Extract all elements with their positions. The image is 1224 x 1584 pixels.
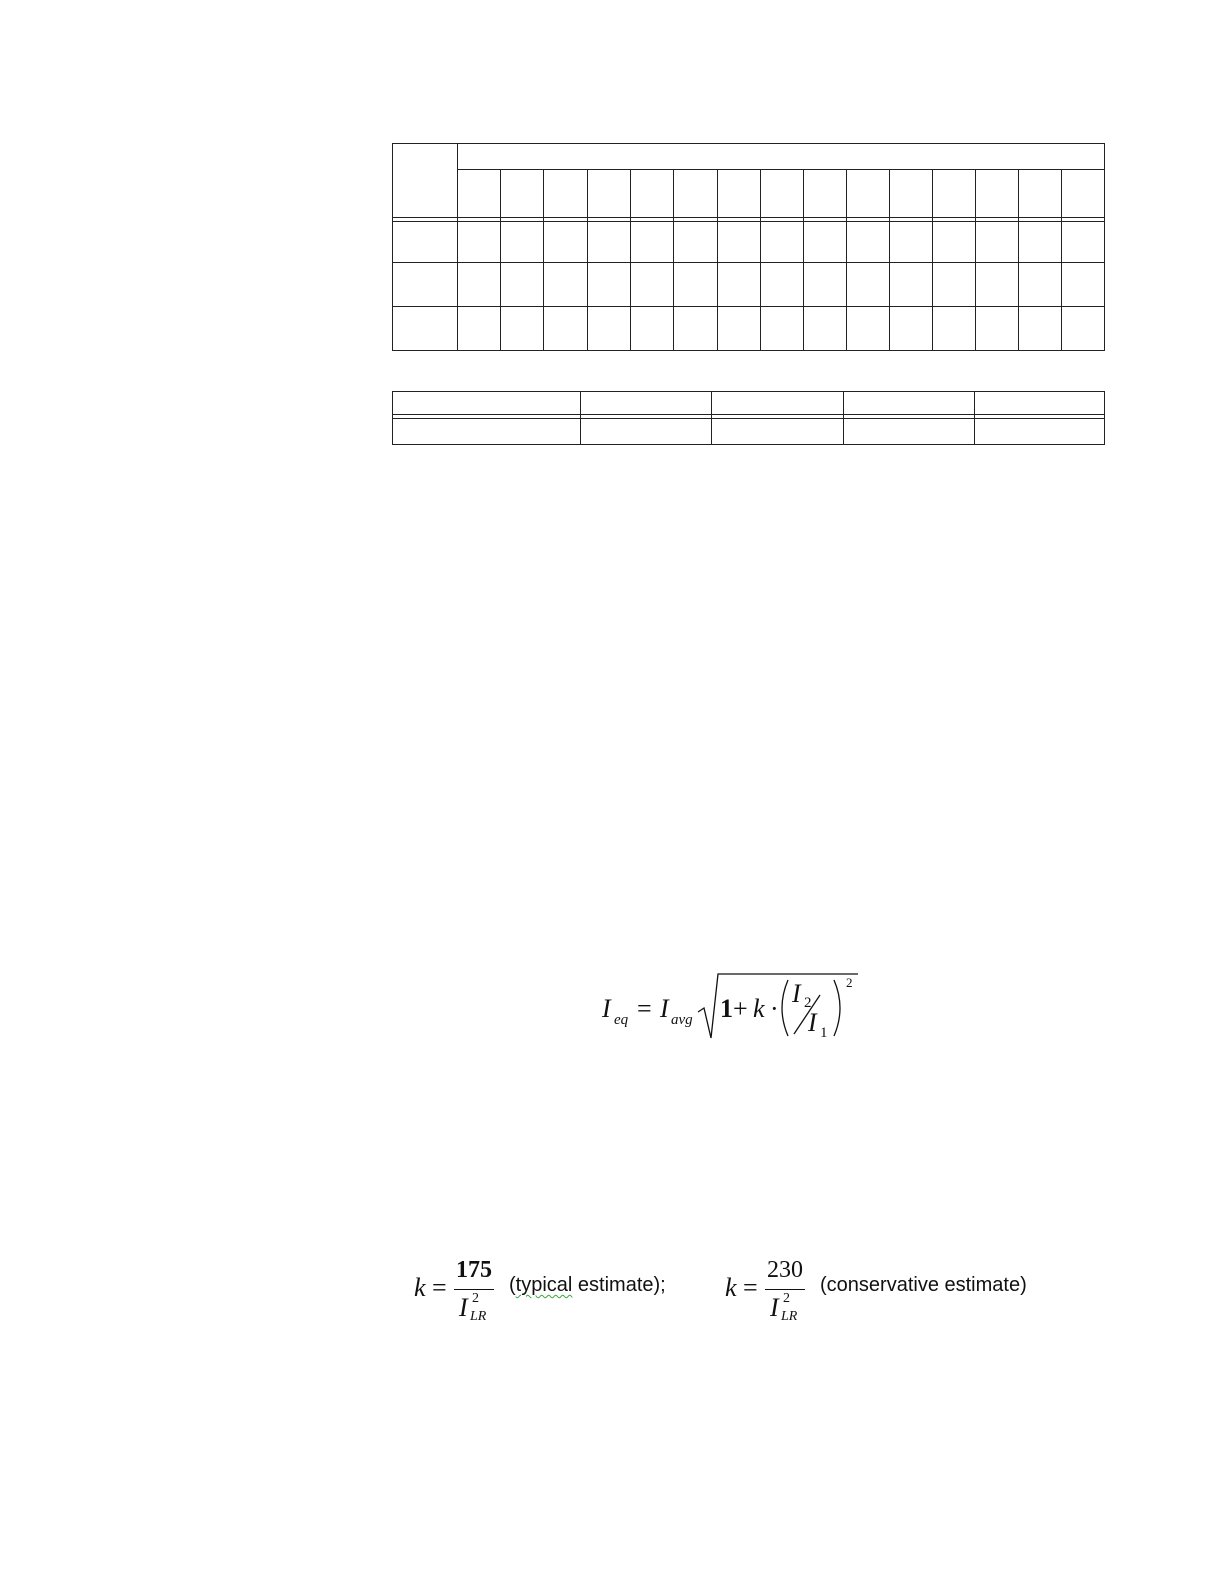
formula-symbol: I	[792, 979, 801, 1008]
formula-subscript: avg	[671, 1012, 693, 1028]
table-header-double-line	[392, 217, 1105, 218]
formula-dot: ·	[770, 994, 779, 1023]
table-border	[392, 143, 1105, 351]
table-column-divider	[843, 391, 844, 445]
formula-equals: =	[743, 1273, 758, 1302]
formula-symbol: I	[602, 994, 611, 1023]
note-paren: (	[509, 1274, 516, 1296]
formula-subscript: 1	[820, 1025, 828, 1041]
formula-k: k	[753, 994, 765, 1023]
table-header-double-line	[392, 418, 1105, 419]
table-header-divider	[457, 169, 1105, 170]
formula-one: 1	[720, 994, 733, 1023]
equivalent-current-formula	[600, 968, 870, 1046]
note-text: estimate);	[572, 1274, 666, 1296]
formula-subscript: LR	[470, 1309, 487, 1324]
table-column-divider	[1061, 169, 1062, 351]
formula-numerator: 230	[767, 1257, 803, 1283]
table-column-divider	[803, 169, 804, 351]
formula-k: k	[414, 1273, 426, 1302]
table-column-divider	[975, 169, 976, 351]
formula-symbol: I	[808, 1008, 817, 1037]
table-column-divider	[1018, 169, 1019, 351]
data-table-1	[392, 143, 1105, 351]
table-column-divider	[587, 169, 588, 351]
table-column-divider	[543, 169, 544, 351]
formula-superscript: 2	[472, 1291, 479, 1306]
table-column-divider	[889, 169, 890, 351]
table-column-divider	[630, 169, 631, 351]
formula-equals: =	[432, 1273, 447, 1302]
formula-k: k	[725, 1273, 737, 1302]
table-column-divider	[717, 169, 718, 351]
formula-equals: =	[637, 994, 652, 1023]
table-header-double-line	[392, 414, 1105, 415]
data-table-2	[392, 391, 1105, 445]
table-column-divider	[500, 169, 501, 351]
table-header-double-line	[392, 221, 1105, 222]
table-row-divider	[392, 262, 1105, 263]
fraction-bar	[765, 1289, 805, 1290]
table-column-divider	[932, 169, 933, 351]
fraction-bar	[454, 1289, 494, 1290]
formula-symbol: I	[770, 1293, 779, 1322]
table-column-divider	[846, 169, 847, 351]
table-column-divider	[760, 169, 761, 351]
formula-exponent: 2	[846, 975, 853, 990]
spelling-flag: typical	[515, 1274, 573, 1296]
formula-symbol: I	[660, 994, 669, 1023]
table-column-divider	[580, 391, 581, 445]
formula-symbol: I	[459, 1293, 468, 1322]
typical-estimate-note	[509, 1275, 666, 1295]
table-column-divider	[711, 391, 712, 445]
formula-subscript: LR	[781, 1309, 798, 1324]
formula-subscript: eq	[614, 1012, 629, 1028]
table-column-divider	[457, 143, 458, 351]
formula-subscript: 2	[804, 995, 812, 1011]
conservative-estimate-note: (conservative estimate)	[820, 1274, 1027, 1296]
formula-plus: +	[733, 994, 748, 1023]
table-column-divider	[974, 391, 975, 445]
k-estimate-formulas	[414, 1257, 1094, 1329]
table-row-divider	[392, 306, 1105, 307]
formula-numerator: 175	[456, 1257, 492, 1283]
formula-superscript: 2	[783, 1291, 790, 1306]
table-column-divider	[673, 169, 674, 351]
